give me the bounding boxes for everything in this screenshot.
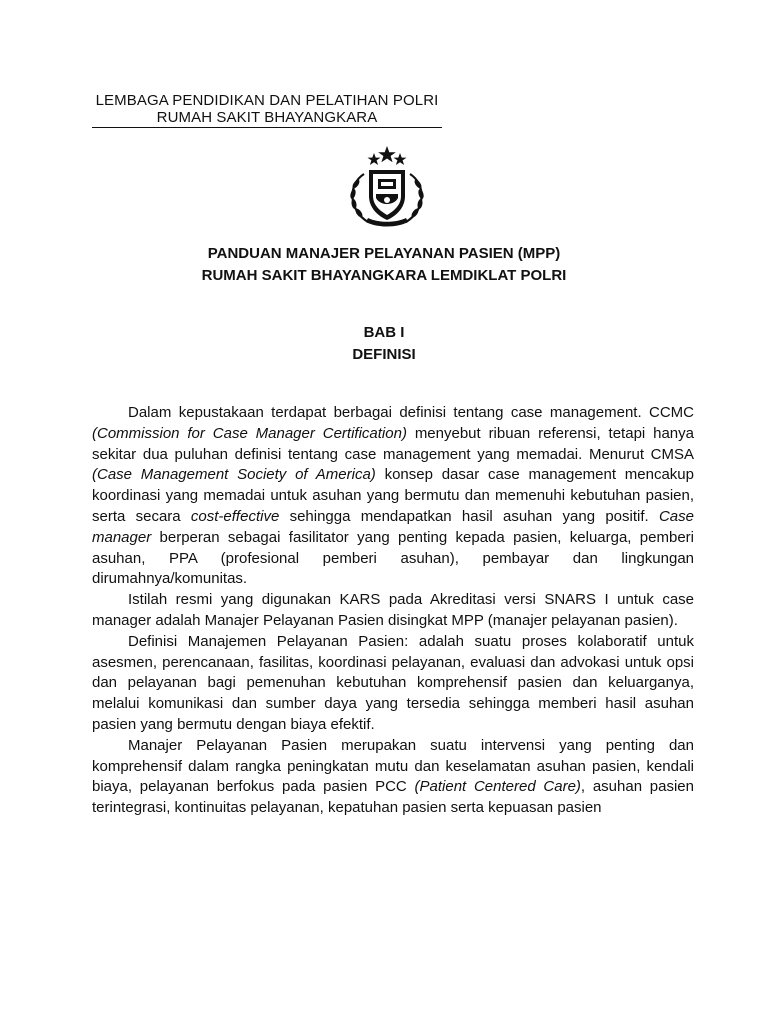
police-emblem-icon <box>342 144 432 230</box>
chapter-heading <box>0 322 768 366</box>
paragraph-4: Manajer Pelayanan Pasien merupakan suatu intervensi yang penting dan komprehensif dalam rangka peningkatan mutu dan keselamatan asuhan pasien, kendali biaya, pelayanan berfokus pada pasien PCC (Patient Centered Care), asuhan pasien terintegrasi, kontinuitas pelayanan, kepatuhan pasien serta kepuasan pasien <box>92 736 694 817</box>
document-title <box>0 243 768 287</box>
title-line-2: RUMAH SAKIT BHAYANGKARA LEMDIKLAT POLRI <box>201 267 567 284</box>
body-text <box>92 403 694 819</box>
paragraph-1: Dalam kepustakaan terdapat berbagai definisi tentang case management. CCMC (Commission for Case Manager Certification) menyebut ribuan referensi, tetapi hanya sekitar dua puluhan definisi tentang case management yang memadai. Menurut CMSA (Case Management Society of America) konsep dasar case management mencakup koordinasi yang memadai untuk asuhan yang bermutu dan memenuhi kebutuhan pasien, serta secara cost-effective sehingga mendapatkan hasil asuhan yang positif. Case manager berperan sebagai fasilitator yang penting kepada pasien, keluarga, pemberi asuhan, PPA (profesional pemberi asuhan), pembayar dan lingkungan dirumahnya/komunitas. <box>92 404 694 588</box>
chapter-title: DEFINISI <box>352 346 416 363</box>
hospital-name: RUMAH SAKIT BHAYANGKARA <box>92 109 442 128</box>
institution-name: LEMBAGA PENDIDIKAN DAN PELATIHAN POLRI <box>95 92 439 109</box>
paragraph-2: Istilah resmi yang digunakan KARS pada Akreditasi versi SNARS I untuk case manager adalah Manajer Pelayanan Pasien disingkat MPP (manajer pelayanan pasien). <box>92 591 694 629</box>
title-line-1: PANDUAN MANAJER PELAYANAN PASIEN (MPP) <box>207 245 561 262</box>
paragraph-3: Definisi Manajemen Pelayanan Pasien: adalah suatu proses kolaboratif untuk asesmen, perencanaan, fasilitas, koordinasi pelayanan, evaluasi dan advokasi untuk opsi dan pelayanan bagi pemenuhan kebutuhan komprehensif pasien dan keluarganya, melalui komunikasi dan sumber daya yang tersedia sehingga memberi hasil asuhan pasien yang bermutu dengan biaya efektif. <box>92 632 694 733</box>
letterhead <box>92 92 442 128</box>
chapter-number: BAB I <box>363 324 405 341</box>
